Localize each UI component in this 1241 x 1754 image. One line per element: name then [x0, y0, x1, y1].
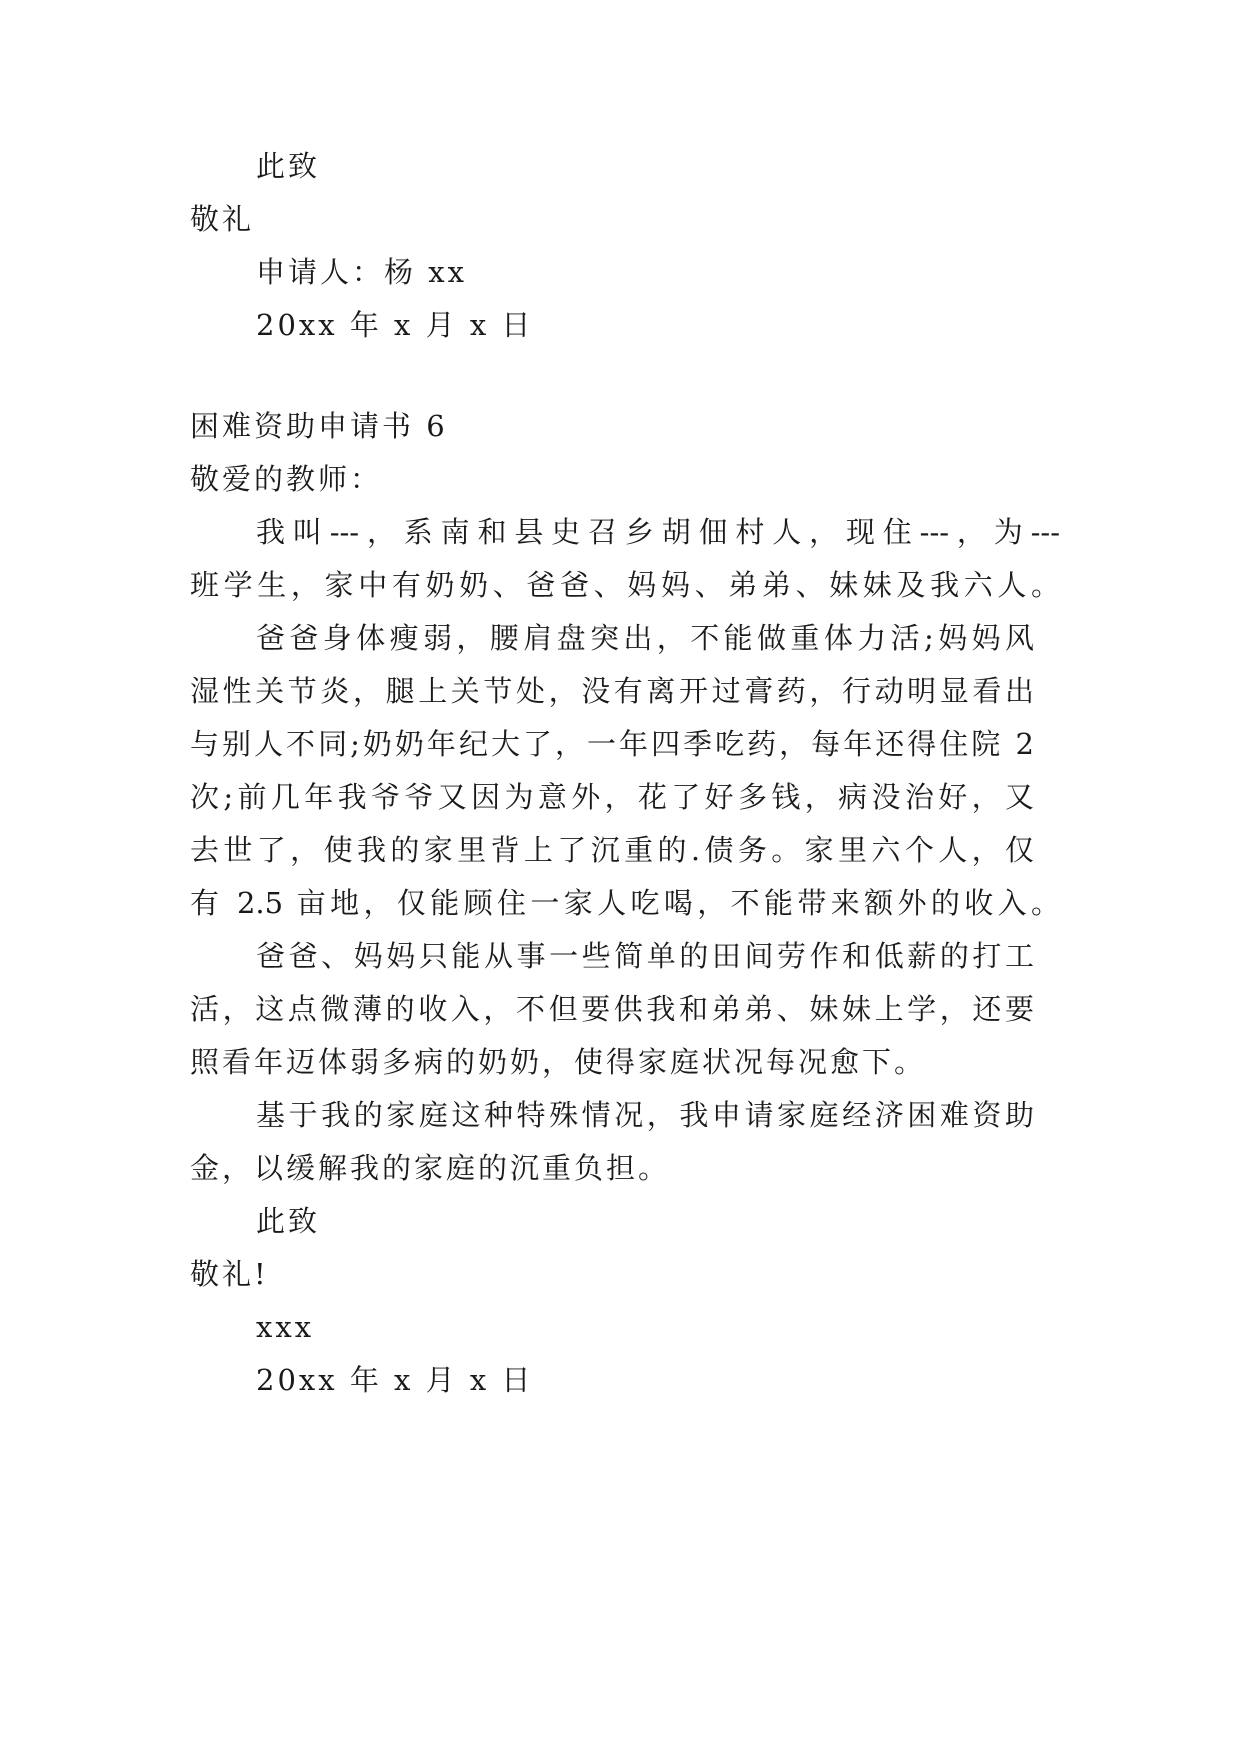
paragraph-line: 基于我的家庭这种特殊情况，我申请家庭经济困难资助: [256, 1098, 1034, 1132]
letter-date: 20xx 年 x 月 x 日: [256, 308, 534, 342]
paragraph-line: 次;前几年我爷爷又因为意外，花了好多钱，病没治好，又: [190, 780, 1034, 814]
closing-salutation: 此致: [256, 1204, 321, 1238]
paragraph-line: 爸爸身体瘦弱，腰肩盘突出，不能做重体力活;妈妈风: [256, 621, 1034, 655]
paragraph-line: 湿性关节炎，腿上关节处，没有离开过膏药，行动明显看出: [190, 674, 1034, 708]
paragraph-line: 活，这点微薄的收入，不但要供我和弟弟、妹妹上学，还要: [190, 992, 1034, 1026]
paragraph-line: 金，以缓解我的家庭的沉重负担。: [190, 1151, 671, 1185]
closing-salutation: 此致: [256, 149, 321, 183]
paragraph-line: 有 2.5 亩地，仅能顾住一家人吃喝，不能带来额外的收入。: [190, 886, 1060, 920]
applicant-signature: 申请人：杨 xx: [256, 255, 467, 289]
closing-regards: 敬礼!: [190, 1257, 269, 1291]
paragraph-line: 我叫---，系南和县史召乡胡佃村人，现住---，为---: [256, 515, 1060, 549]
applicant-signature: xxx: [256, 1310, 315, 1344]
paragraph-line: 照看年迈体弱多病的奶奶，使得家庭状况每况愈下。: [190, 1045, 927, 1079]
paragraph-line: 班学生，家中有奶奶、爸爸、妈妈、弟弟、妹妹及我六人。: [190, 568, 1060, 602]
letter-title: 困难资助申请书 6: [190, 409, 448, 443]
paragraph-line: 爸爸、妈妈只能从事一些简单的田间劳作和低薪的打工: [256, 939, 1034, 973]
paragraph-line: 去世了，使我的家里背上了沉重的.债务。家里六个人，仅: [190, 833, 1034, 867]
letter-date: 20xx 年 x 月 x 日: [256, 1363, 534, 1397]
closing-regards: 敬礼: [190, 202, 255, 236]
letter-greeting: 敬爱的教师：: [190, 462, 383, 496]
paragraph-line: 与别人不同;奶奶年纪大了，一年四季吃药，每年还得住院 2: [190, 727, 1034, 761]
